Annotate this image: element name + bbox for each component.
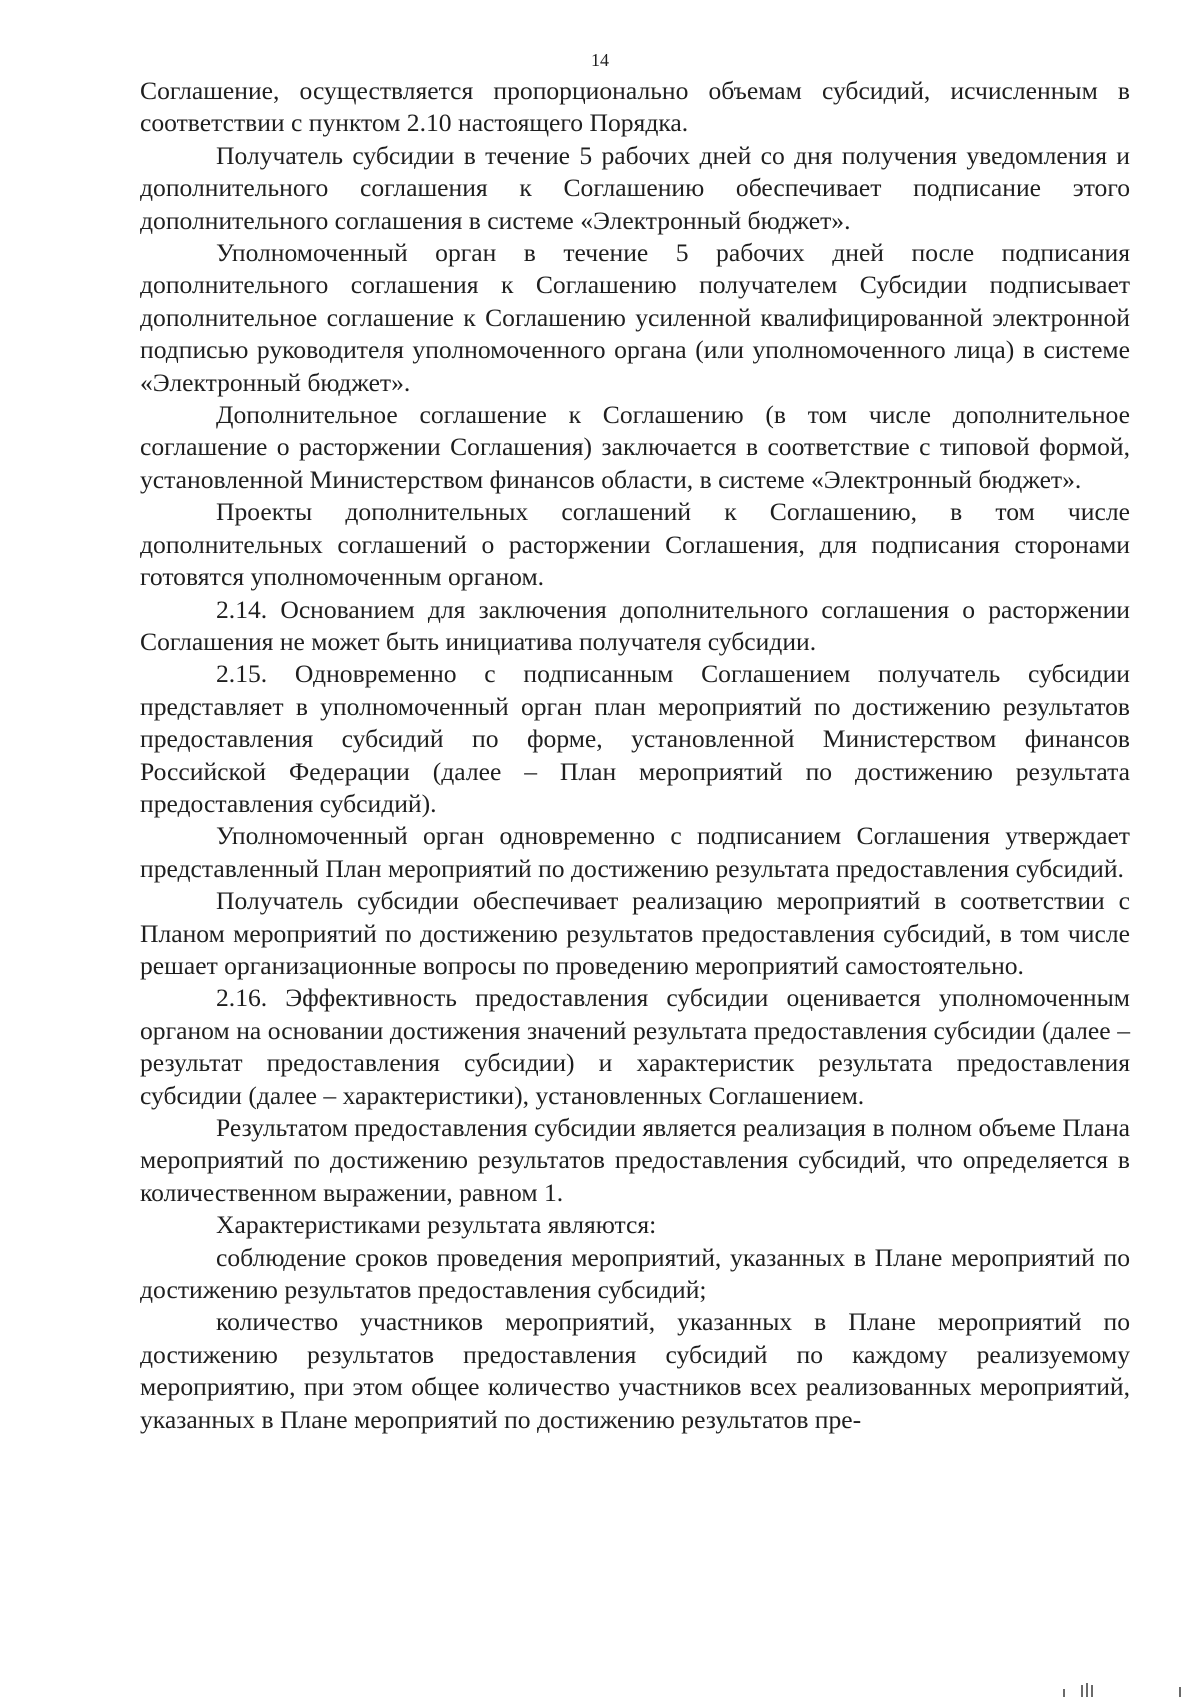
paragraph-recipient-signing: Получатель субсидии в течение 5 рабочих дней со дня получения уведомления и дополнительного соглашения к Соглашению обеспечивает подписание этого дополнительного соглашения в системе «Электронный бюджет». [140, 140, 1130, 235]
paragraph-authority-signing: Уполномоченный орган в течение 5 рабочих дней после подписания дополнительного соглашения к Соглашению получателем Субсидии подписывает дополнительное соглашение к Соглашению усиленной квалифицированной электронной подписью руководителя уполномоченного органа (или уполномоченного лица) в системе «Электронный бюджет». [140, 238, 1130, 397]
paragraph-result-definition: Результатом предоставления субсидии является реализация в полном объеме Плана мероприятий по достижению результатов предоставления субсидий, что определяется в количественном выражении, равном 1. [140, 1113, 1130, 1207]
paragraph-plan-approval: Уполномоченный орган одновременно с подписанием Соглашения утверждает представленный План мероприятий по достижению результата предоставления субсидий. [140, 821, 1130, 883]
paragraph-plan-implementation: Получатель субсидии обеспечивает реализацию мероприятий в соответствии с Планом мероприятий по достижению результатов предоставления субсидий, в том числе решает организационные вопросы по проведению мероприятий самостоятельно. [140, 886, 1130, 980]
paragraph-clause-2-14: 2.14. Основанием для заключения дополнительного соглашения о расторжении Соглашения не может быть инициатива получателя субсидии. [140, 594, 1130, 656]
paragraph-characteristic-participants: количество участников мероприятий, указанных в Плане мероприятий по достижению результатов предоставления субсидий по каждому реализуемому мероприятию, при этом общее количество участников всех реализованных мероприятий, указанных в Плане мероприятий по достижению результатов пре- [140, 1307, 1130, 1434]
paragraph-characteristics-heading: Характеристиками результата являются: [216, 1210, 657, 1240]
scan-edge-marks [1055, 1680, 1185, 1697]
paragraph-characteristic-deadlines: соблюдение сроков проведения мероприятий, указанных в Плане мероприятий по достижению результатов предоставления субсидий; [140, 1242, 1130, 1305]
paragraph-continuation: Соглашение, осуществляется пропорционально объемам субсидий, исчисленным в соответствии с пунктом 2.10 настоящего Порядка. [140, 76, 1130, 138]
paragraph-clause-2-16: 2.16. Эффективность предоставления субсидии оценивается уполномоченным органом на основании достижения значений результата предоставления субсидии (далее – результат предоставления субсидии) и характеристик результата предоставления субсидии (далее – характеристики), установленных Соглашением. [140, 983, 1130, 1110]
document-body [140, 75, 1130, 1436]
paragraph-draft-agreements: Проекты дополнительных соглашений к Соглашению, в том числе дополнительных соглашений о расторжении Соглашения, для подписания сторонами готовятся уполномоченным органом. [140, 497, 1130, 592]
page-number: 14 [591, 50, 609, 70]
paragraph-clause-2-15: 2.15. Одновременно с подписанным Соглашением получатель субсидии представляет в уполномоченный орган план мероприятий по достижению результатов предоставления субсидий по форме, установленной Министерством финансов Российской Федерации (далее – План мероприятий по достижению результата предоставления субсидий). [140, 659, 1130, 818]
paragraph-agreement-form: Дополнительное соглашение к Соглашению (в том числе дополнительное соглашение о расторжении Соглашения) заключается в соответствие с типовой формой, установленной Министерством финансов области, в системе «Электронный бюджет». [140, 400, 1130, 494]
